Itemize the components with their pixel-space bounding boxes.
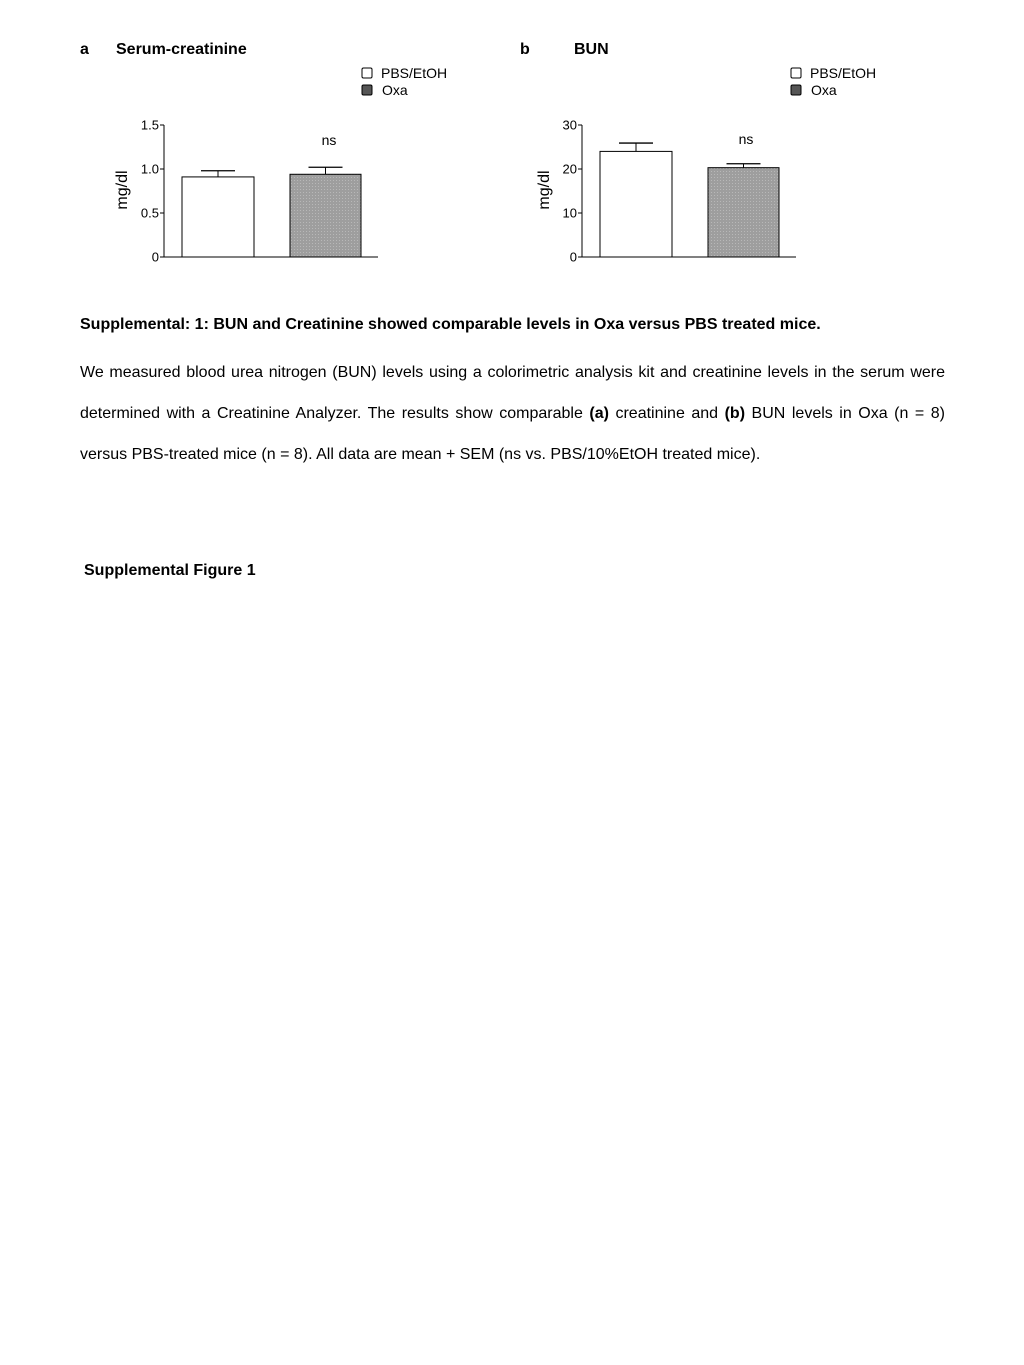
y-tick-label: 0 [569, 249, 577, 265]
y-tick-label: 0 [151, 249, 159, 265]
y-tick-label: 0.5 [140, 205, 159, 221]
y-tick-label: 30 [562, 117, 577, 133]
legend-label-oxa: Oxa [382, 82, 408, 98]
legend-label-pbs: PBS/EtOH [810, 65, 877, 81]
caption-body-part-2: creatinine and [608, 405, 725, 422]
caption-body-part-1: We measured blood urea nitrogen (BUN) levels using a colorimetric analysis kit and creatinine levels in the serum were determined with a Creatinine Analyzer. The results show comparable [80, 364, 945, 422]
caption-bold-a: (a) [589, 405, 609, 422]
caption-title: Supplemental: 1: BUN and Creatinine showed comparable levels in Oxa versus PBS treated mice. [80, 316, 821, 333]
panel-b-title: BUN [574, 41, 609, 58]
legend-label-pbs: PBS/EtOH [381, 65, 448, 81]
caption-body-part-3: BUN levels in Oxa (n = 8) versus PBS-treated mice (n = 8). All data are mean + SEM (ns vs. PBS/10%EtOH treated mice). [80, 405, 946, 463]
caption-body [80, 352, 945, 475]
panel-b-letter: b [520, 41, 530, 58]
legend-swatch-oxa [791, 85, 801, 95]
y-tick-label: 10 [562, 205, 577, 221]
bar-oxa [708, 168, 779, 257]
bar-pbs-etoh [600, 151, 672, 257]
y-tick-label: 20 [562, 161, 577, 177]
legend-swatch-pbs [791, 68, 801, 78]
caption-bold-b: (b) [724, 405, 746, 422]
panel-a-title: Serum-creatinine [116, 41, 247, 58]
chart-bun [0, 0, 1024, 300]
figure-label: Supplemental Figure 1 [84, 562, 256, 579]
y-tick-label: 1.5 [140, 117, 159, 133]
panel-a-letter: a [80, 41, 89, 58]
ns-annotation: ns [738, 131, 754, 147]
y-axis-label: mg/dl [114, 170, 131, 210]
y-tick-label: 1.0 [140, 161, 159, 177]
legend-label-oxa: Oxa [811, 82, 837, 98]
ns-annotation: ns [321, 132, 337, 148]
y-axis-label: mg/dl [536, 170, 553, 210]
